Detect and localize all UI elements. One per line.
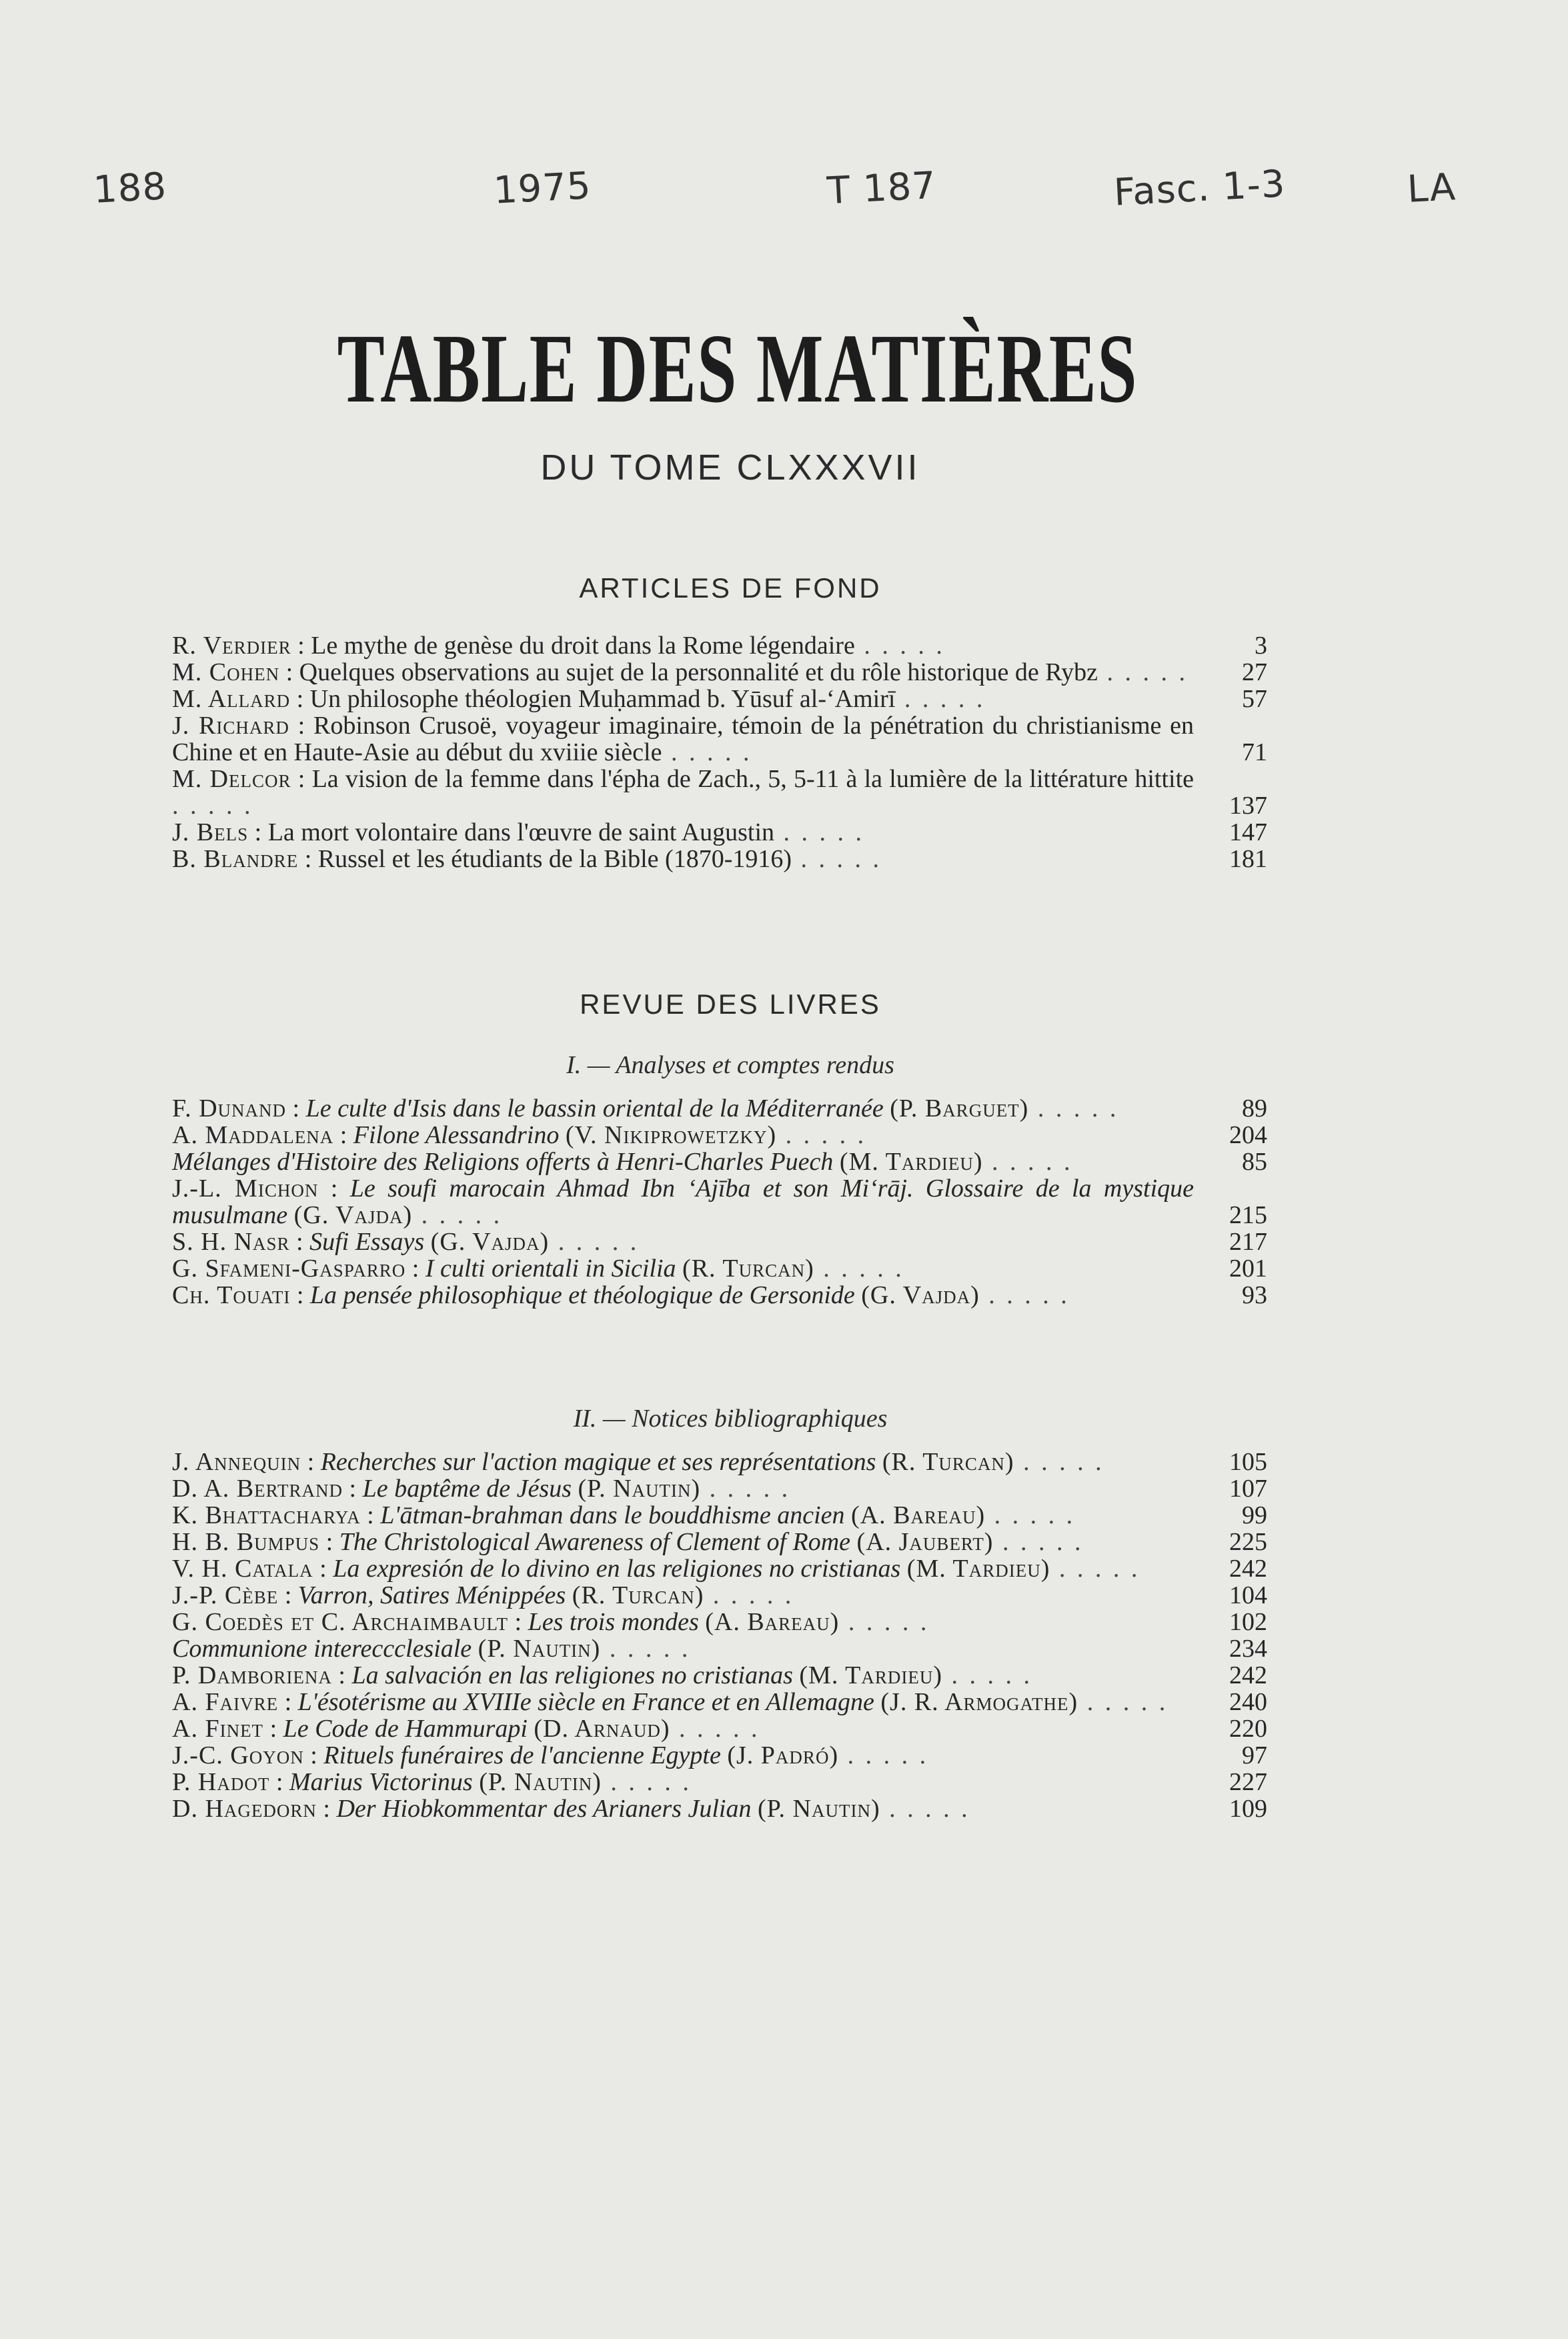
articles-list xyxy=(172,632,1267,872)
dot-leader: . . . . . xyxy=(979,1281,1070,1309)
entry-page: 93 xyxy=(1242,1281,1267,1309)
space xyxy=(751,1795,758,1823)
separator: : xyxy=(343,1475,363,1503)
space xyxy=(721,1741,728,1769)
entry-page: 215 xyxy=(1229,1201,1267,1229)
dot-leader: . . . . . xyxy=(1028,1094,1119,1122)
entry-title: : Un philosophe théologien Muḥammad b. Yūsuf al-‘Amirī xyxy=(290,685,896,713)
toc-entry xyxy=(172,712,1267,766)
notices-list xyxy=(172,1449,1267,1822)
dot-leader: . . . . . xyxy=(895,685,986,713)
dot-leader: . . . . . xyxy=(1014,1448,1104,1476)
entry-author: A. Maddalena xyxy=(172,1121,334,1149)
entry-reviewer: (M. Tardieu) xyxy=(799,1661,943,1689)
dot-leader: . . . . . xyxy=(704,1581,794,1609)
entry-page: 27 xyxy=(1242,658,1267,686)
dot-leader: . . . . . xyxy=(880,1795,970,1823)
separator: : xyxy=(319,1528,339,1556)
page-title: TABLE DES MATIÈRES xyxy=(337,314,1138,424)
toc-entry xyxy=(172,1529,1267,1555)
separator: : xyxy=(263,1715,283,1743)
entry-title: : Quelques observations au sujet de la personnalité et du rôle historique de Rybz xyxy=(279,658,1098,686)
toc-entry xyxy=(172,632,1267,659)
separator: : xyxy=(360,1501,381,1529)
toc-entry xyxy=(172,1742,1267,1769)
entry-title: L'ātman-brahman dans le bouddhisme ancien xyxy=(380,1501,845,1529)
toc-entry xyxy=(172,846,1267,872)
dot-leader: . . . . . xyxy=(993,1528,1084,1556)
entry-author: H. B. Bumpus xyxy=(172,1528,320,1556)
entry-author: A. Finet xyxy=(172,1715,264,1743)
toc-entry xyxy=(172,1795,1267,1822)
entry-title: La expresión de lo divino en las religiones no cristianas xyxy=(333,1555,901,1583)
entry-title: Mélanges d'Histoire des Religions offerts à Henri-Charles Puech xyxy=(172,1148,834,1176)
entry-author: Ch. Touati xyxy=(172,1281,291,1309)
entry-title: Recherches sur l'action magique et ses représentations xyxy=(320,1448,876,1476)
entry-page: 147 xyxy=(1229,818,1267,846)
dot-leader: . . . . . xyxy=(549,1228,640,1256)
entry-page: 242 xyxy=(1229,1555,1267,1583)
space xyxy=(559,1121,566,1149)
separator: : xyxy=(278,1688,298,1716)
entry-reviewer: (G. Vajda) xyxy=(293,1201,413,1229)
dot-leader: . . . . . xyxy=(854,632,945,660)
subsection-heading-analyses xyxy=(0,1050,1461,1080)
section-heading-articles: ARTICLES DE FOND xyxy=(579,572,882,604)
entry-reviewer: (J. Padró) xyxy=(727,1741,839,1769)
toc-entry xyxy=(172,1475,1267,1502)
dot-leader: . . . . . xyxy=(1050,1555,1140,1583)
space xyxy=(874,1688,881,1716)
dot-leader: . . . . . xyxy=(412,1201,503,1229)
handwritten-note: T 187 xyxy=(826,163,938,213)
entry-title: La salvación en las religiones no cristianas xyxy=(351,1661,793,1689)
toc-entry xyxy=(172,766,1267,819)
toc-entry xyxy=(172,819,1267,846)
entry-title: Communione intereccclesiale xyxy=(172,1635,472,1663)
dot-leader: . . . . . xyxy=(774,818,865,846)
entry-title: Marius Victorinus xyxy=(289,1768,473,1796)
toc-entry xyxy=(172,1449,1267,1475)
entry-title: Le baptême de Jésus xyxy=(362,1475,572,1503)
entry-title: : La vision de la femme dans l'épha de Zach., 5, 5-11 à la lumière de la littérature hittite xyxy=(291,765,1195,793)
separator: : xyxy=(278,1581,298,1609)
entry-page: 234 xyxy=(1229,1635,1267,1663)
dot-leader: . . . . . xyxy=(792,845,882,873)
toc-entry xyxy=(172,1609,1267,1635)
entry-title: Le culte d'Isis dans le bassin oriental de la Méditerranée xyxy=(305,1094,884,1122)
section-heading-revue: REVUE DES LIVRES xyxy=(580,988,881,1020)
entry-author: B. Blandre xyxy=(172,845,299,873)
space xyxy=(793,1661,800,1689)
space xyxy=(566,1581,572,1609)
entry-page: 204 xyxy=(1229,1121,1267,1149)
space xyxy=(884,1094,890,1122)
space xyxy=(424,1228,431,1256)
entry-author: M. Delcor xyxy=(172,765,291,793)
entry-title: Sufi Essays xyxy=(309,1228,425,1256)
space xyxy=(699,1608,706,1636)
entry-reviewer: (R. Turcan) xyxy=(682,1255,814,1283)
entry-reviewer: (R. Turcan) xyxy=(572,1581,704,1609)
separator: : xyxy=(333,1121,353,1149)
entry-reviewer: (J. R. Armogathe) xyxy=(880,1688,1078,1716)
separator: : xyxy=(289,1228,310,1256)
entry-title: : Le mythe de genèse du droit dans la Rome légendaire xyxy=(291,632,855,660)
toc-entry xyxy=(172,1582,1267,1609)
entry-reviewer: (P. Barguet) xyxy=(890,1094,1029,1122)
handwritten-note: 1975 xyxy=(492,164,593,213)
entry-reviewer: (P. Nautin) xyxy=(757,1795,880,1823)
entry-author: J.-P. Cèbe xyxy=(172,1581,279,1609)
entry-title: Les trois mondes xyxy=(528,1608,699,1636)
entry-title: Rituels funéraires de l'ancienne Egypte xyxy=(323,1741,721,1769)
entry-title: Varron, Satires Ménippées xyxy=(297,1581,566,1609)
separator: : xyxy=(406,1255,426,1283)
dot-leader: . . . . . xyxy=(700,1475,791,1503)
toc-entry xyxy=(172,1689,1267,1715)
space xyxy=(528,1715,534,1743)
entry-page: 85 xyxy=(1242,1148,1267,1176)
analyses-list xyxy=(172,1095,1267,1309)
entry-author: F. Dunand xyxy=(172,1094,287,1122)
entry-author: M. Allard xyxy=(172,685,291,713)
dot-leader: . . . . . xyxy=(942,1661,1033,1689)
toc-entry xyxy=(172,1282,1267,1309)
toc-entry xyxy=(172,1148,1267,1175)
entry-page: 137 xyxy=(1229,792,1267,820)
subsection-heading-notices xyxy=(0,1404,1461,1433)
entry-author: G. Coedès et C. Archaimbault xyxy=(172,1608,508,1636)
toc-entry xyxy=(172,1662,1267,1689)
separator: : xyxy=(269,1768,289,1796)
space xyxy=(287,1201,294,1229)
toc-entry xyxy=(172,1122,1267,1148)
entry-page: 107 xyxy=(1229,1475,1267,1503)
dot-leader: . . . . . xyxy=(839,1608,930,1636)
toc-entry xyxy=(172,1715,1267,1742)
entry-author: J. Bels xyxy=(172,818,249,846)
space xyxy=(900,1555,907,1583)
dot-leader: . . . . . xyxy=(601,1768,692,1796)
entry-page: 201 xyxy=(1229,1255,1267,1283)
entry-page: 105 xyxy=(1229,1448,1267,1476)
space xyxy=(473,1768,480,1796)
entry-reviewer: (G. Vajda) xyxy=(861,1281,980,1309)
separator: : xyxy=(508,1608,528,1636)
entry-author: V. H. Catala xyxy=(172,1555,313,1583)
entry-title: La pensée philosophique et théologique de Gersonide xyxy=(309,1281,855,1309)
dot-leader: . . . . . xyxy=(662,738,752,766)
entry-author: P. Damboriena xyxy=(172,1661,332,1689)
entry-title: The Christological Awareness of Clement of Rome xyxy=(339,1528,851,1556)
entry-page: 99 xyxy=(1242,1501,1267,1529)
dot-leader: . . . . . xyxy=(1097,658,1188,686)
separator: : xyxy=(286,1094,306,1122)
toc-entry xyxy=(172,1095,1267,1122)
entry-page: 217 xyxy=(1229,1228,1267,1256)
separator: : xyxy=(318,1175,350,1203)
dot-leader: . . . . . xyxy=(982,1148,1073,1176)
entry-author: S. H. Nasr xyxy=(172,1228,290,1256)
space xyxy=(876,1448,882,1476)
entry-author: J.-C. Goyon xyxy=(172,1741,304,1769)
entry-reviewer: (R. Turcan) xyxy=(882,1448,1014,1476)
separator: : xyxy=(290,1281,310,1309)
entry-author: P. Hadot xyxy=(172,1768,270,1796)
entry-reviewer: (M. Tardieu) xyxy=(906,1555,1050,1583)
entry-title: L'ésotérisme au XVIIIe siècle en France et en Allemagne xyxy=(297,1688,874,1716)
entry-author: J. Richard xyxy=(172,712,289,740)
entry-author: K. Bhattacharya xyxy=(172,1501,361,1529)
entry-page: 240 xyxy=(1229,1688,1267,1716)
entry-title: : Robinson Crusoë, voyageur imaginaire, témoin de la pénétration du christianisme en Chine et en Haute-Asie au début du xviiie siècle xyxy=(172,712,1195,766)
space xyxy=(855,1281,862,1309)
dot-leader: . . . . . xyxy=(814,1255,904,1283)
entry-title: I culti orientali in Sicilia xyxy=(425,1255,676,1283)
dot-leader: . . . . . xyxy=(985,1501,1076,1529)
entry-author: D. Hagedorn xyxy=(172,1795,317,1823)
entry-page: 71 xyxy=(1242,738,1267,766)
space xyxy=(850,1528,857,1556)
entry-reviewer: (P. Nautin) xyxy=(578,1475,701,1503)
entry-page: 89 xyxy=(1242,1094,1267,1122)
handwritten-note: 188 xyxy=(92,165,168,212)
entry-page: 102 xyxy=(1229,1608,1267,1636)
entry-author: G. Sfameni-Gasparro xyxy=(172,1255,406,1283)
entry-page: 225 xyxy=(1229,1528,1267,1556)
space xyxy=(676,1255,683,1283)
entry-page: 242 xyxy=(1229,1661,1267,1689)
entry-title: Filone Alessandrino xyxy=(353,1121,560,1149)
subsection-label: I. — Analyses et comptes rendus xyxy=(566,1051,894,1079)
entry-page: 227 xyxy=(1229,1768,1267,1796)
space xyxy=(845,1501,852,1529)
page-subtitle: DU TOME CLXXXVII xyxy=(540,448,920,488)
entry-page: 181 xyxy=(1229,845,1267,873)
entry-author: R. Verdier xyxy=(172,632,291,660)
entry-title: : Russel et les étudiants de la Bible (1870-1916) xyxy=(298,845,792,873)
entry-page: 109 xyxy=(1229,1795,1267,1823)
entry-title: Le soufi marocain Ahmad Ibn ‘Ajība et son Mi‘rāj. Glossaire de la mystique musulmane xyxy=(172,1175,1194,1229)
space xyxy=(572,1475,578,1503)
entry-reviewer: (P. Nautin) xyxy=(478,1635,601,1663)
dot-leader: . . . . . xyxy=(838,1741,929,1769)
entry-reviewer: (V. Nikiprowetzky) xyxy=(565,1121,777,1149)
separator: : xyxy=(316,1795,337,1823)
toc-entry xyxy=(172,1555,1267,1582)
separator: : xyxy=(331,1661,352,1689)
entry-page: 97 xyxy=(1242,1741,1267,1769)
entry-page: 57 xyxy=(1242,685,1267,713)
entry-page: 104 xyxy=(1229,1581,1267,1609)
dot-leader: . . . . . xyxy=(1078,1688,1168,1716)
space xyxy=(472,1635,478,1663)
separator: : xyxy=(303,1741,324,1769)
entry-author: M. Cohen xyxy=(172,658,280,686)
entry-reviewer: (P. Nautin) xyxy=(479,1768,602,1796)
space xyxy=(833,1148,840,1176)
entry-reviewer: (A. Jaubert) xyxy=(856,1528,994,1556)
entry-author: A. Faivre xyxy=(172,1688,279,1716)
dot-leader: . . . . . xyxy=(670,1715,760,1743)
toc-entry xyxy=(172,1175,1267,1229)
entry-reviewer: (A. Bareau) xyxy=(851,1501,986,1529)
entry-page: 220 xyxy=(1229,1715,1267,1743)
handwritten-note: Fasc. 1-3 xyxy=(1112,162,1287,215)
toc-entry xyxy=(172,1635,1267,1662)
entry-author: D. A. Bertrand xyxy=(172,1475,343,1503)
entry-reviewer: (G. Vajda) xyxy=(430,1228,550,1256)
entry-author: J.-L. Michon xyxy=(172,1175,319,1203)
entry-reviewer: (D. Arnaud) xyxy=(534,1715,670,1743)
toc-entry xyxy=(172,1229,1267,1255)
handwritten-note: LA xyxy=(1406,165,1457,211)
subsection-label: II. — Notices bibliographiques xyxy=(573,1405,888,1433)
toc-entry xyxy=(172,686,1267,712)
dot-leader: . . . . . xyxy=(172,792,253,820)
entry-reviewer: (A. Bareau) xyxy=(705,1608,840,1636)
dot-leader: . . . . . xyxy=(600,1635,691,1663)
dot-leader: . . . . . xyxy=(776,1121,867,1149)
entry-reviewer: (M. Tardieu) xyxy=(839,1148,983,1176)
separator: : xyxy=(301,1448,321,1476)
toc-entry xyxy=(172,1255,1267,1282)
toc-entry xyxy=(172,659,1267,686)
entry-title: : La mort volontaire dans l'œuvre de saint Augustin xyxy=(248,818,775,846)
entry-title: Le Code de Hammurapi xyxy=(283,1715,528,1743)
entry-title: Der Hiobkommentar des Arianers Julian xyxy=(336,1795,752,1823)
entry-page: 3 xyxy=(1255,632,1267,660)
toc-entry xyxy=(172,1769,1267,1795)
entry-author: J. Annequin xyxy=(172,1448,301,1476)
separator: : xyxy=(313,1555,333,1583)
toc-entry xyxy=(172,1502,1267,1529)
